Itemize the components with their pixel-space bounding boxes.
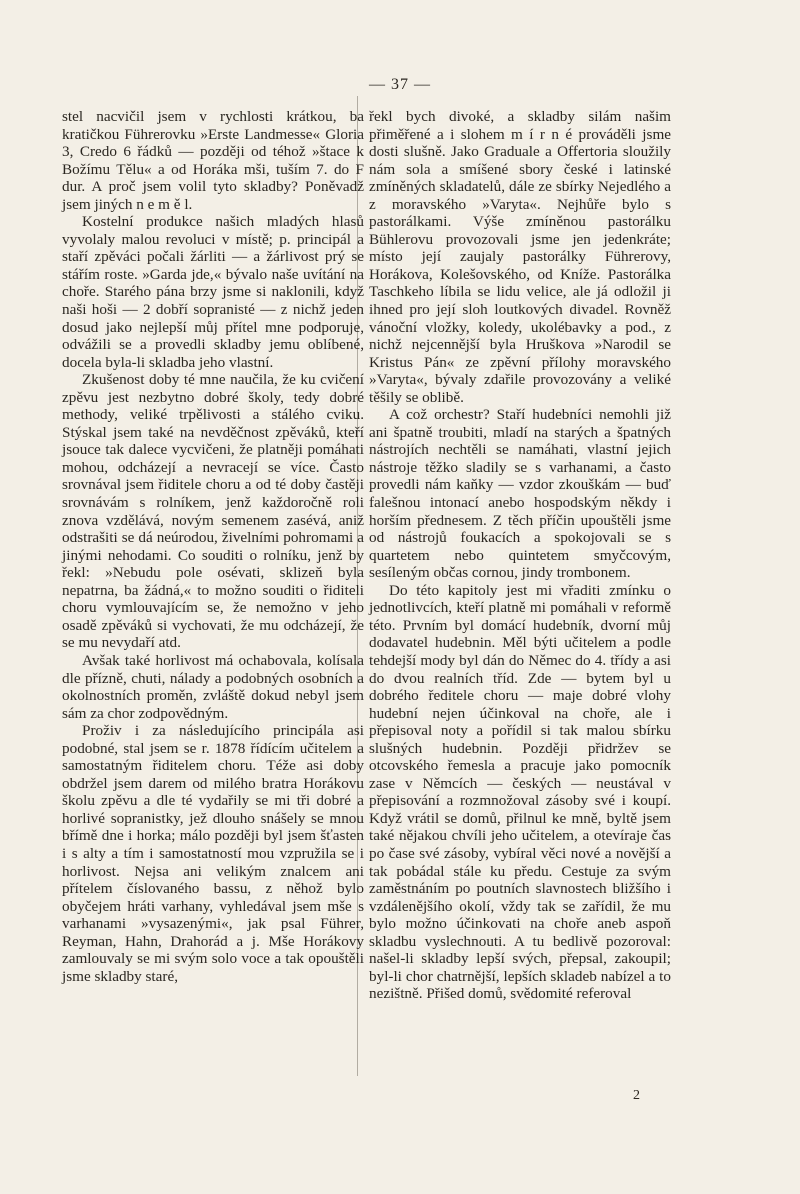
- paragraph: Do této kapitoly jest mi vřaditi zmínku o jednotlivcích, kteří platně mi pomáhali v reformě této. Prvním byl domácí hudebník, dvorní můj dodavatel hudebnin. Měl býti učitelem a podle tehdejší mody byl dán do Němec do 4. třídy a asi do dvou realních tříd. Zde — bytem byl u dobrého ředitele choru — maje dobré vlohy hudební nejen účinkoval na choře, ale i přepisoval noty a pořídil si tak malou sbírku slušných hudebnin. Později přidržev se otcovského řemesla a pracuje jako pomocník zase v Němcích — českých — neustával v přepisování a rozmnožoval zásoby své i koupí. Když vrátil se domů, přilnul ke mně, byltě jsem také nějakou chvíli jeho učitelem, a otevíraje čas po čase své zásoby, vybíral věci nové a novější a tak pobádal stále ku předu. Cestuje za svým zaměstnáním po poutních slavnostech bližšího i vzdálenějšího okolí, vždy tak se zařídil, že mu bylo možno účinkovati na choře aneb aspoň skladbu vyslechnouti. A tu bedlivě pozoroval: našel-li skladby lepší svých, přepsal, zakoupil; byl-li chor chatrnější, lepších skladeb nabízel a to nezištně. Přišed domů, svědomité referoval: [369, 581, 671, 1003]
- page-number: — 37 —: [369, 76, 431, 93]
- paragraph: Proživ i za následujícího principála asi podobné, stal jsem se r. 1878 řídícím učitelem a samostatným řiditelem choru. Téže asi doby obdržel jsem darem od milého bratra Horákovu školu zpěvu a dle té vydařily se mi tři dobré a horlivé sopranistky, jež dlouho snášely se mnou břímě dne i horka; málo později byl jsem šťasten i s alty a tím i samostatností mou vzpružila se i horlivost. Nejsa ani velikým znalcem ani přítelem číslovaného bassu, z něhož bylo obyčejem hráti varhany, vyhledával jsem mše s varhanami »vysazenými«, jak psal Führer, Reyman, Hahn, Drahorád a j. Mše Horákovy zamlouvaly se mi svým solo voce a tak opouštěli jsme skladby staré,: [62, 722, 364, 985]
- paragraph: Zkušenost doby té mne naučila, že ku cvičení zpěvu jest nezbytno dobré školy, tedy dobré methody, veliké trpělivosti a stálého cviku. Stýskal jsem také na nevděčnost zpěváků, kteří jsouce tak dalece vycvičeni, že platněji pomáhati mohou, odcházejí a nevracejí se více. Často srovnával jsem řiditele choru a od té doby častěji srovnávám s rolníkem, jenž každoročně roli znova vzdělává, novým semenem zasévá, aniž odstrašiti se dá neúrodou, živelními pohromami a jinými nehodami. Co souditi o rolníku, jenž by řekl: »Nebudu pole osévati, sklizeň byla nepatrna, ba žádná,« to možno souditi o řiditeli choru vymlouvajícím se, že nemožno v jeho osadě zpěváků si vychovati, že mu odcházejí, že se mu nevydaří atd.: [62, 371, 364, 652]
- signature-mark: 2: [633, 1088, 640, 1103]
- paragraph: řekl bych divoké, a skladby silám našim přiměřené a i slohem m í r n é prováděli jsme dosti slušně. Jako Graduale a Offertoria sloužily nám sola a smíšené sbory české i latinské zmíněných skladatelů, dále ze sbírky Nejedlého a z moravského »Varyta«. Nejhůře bylo s pastorálkami. Výše zmíněnou pastorálku Bühlerovu provozovali jsme jen jedenkráte; místo její zaujaly pastorálky Führerovy, Horákova, Kolešovského, od Kníže. Pastorálka Taschkeho líbila se lidu velice, ale já odložil ji ihned pro její sloh loutkových divadel. Rovněž vánoční vložky, koledy, ukolébavky a pod., z nichž nejcennější byla Hruškova »Narodil se Kristus Pán« ze zpěvní přílohy moravského »Varyta«, bývaly zdařile provozovány a veliké těšily se oblibě.: [369, 108, 671, 406]
- paragraph: Avšak také horlivost má ochabovala, kolísala dle přízně, chuti, nálady a podobných osobních a okolnostních proměn, zvláště dokud nebyl jsem sám za chor zodpovědným.: [62, 651, 364, 722]
- right-column: [369, 108, 671, 1003]
- paragraph: Kostelní produkce našich mladých hlasů vyvolaly malou revoluci v místě; p. principál a staří zpěváci počali žárliti — a žárlivost prý se stářím roste. »Garda jde,« bývalo naše uvítání na choře. Starého pána brzy jsme si naklonili, když naši hoši — 2 dobří sopranisté — z nichž jeden dosud jako nejlepší můj přítel mne podporuje, odvážili se a provedli skladby jemu oblíbené, docela byla-li skladba jeho vlastní.: [62, 213, 364, 371]
- left-column: [62, 108, 364, 985]
- paragraph: stel nacvičil jsem v rychlosti krátkou, ba kratičkou Führerovku »Erste Landmesse« Gloria 3, Credo 6 řádků — později od téhož »štace k Božímu Tělu« a od Horáka mši, tuším 7. do F dur. A proč jsem volil tyto skladby? Poněvadž jsem jiných n e m ě l.: [62, 108, 364, 213]
- paragraph: A což orchestr? Staří hudebníci nemohli již ani špatně troubiti, mladí na starých a špatných nástrojích nechtěli se namáhati, vlastní jejich nástroje těžko sladily se s varhanami, a často provedli nám kaňky — vzdor zkouškám — buď falešnou intonací anebo hospodským někdy i horším přednesem. Z těch příčin upouštěli jsme od nástrojů foukacích a spokojovali se s quartetem nebo quintetem smyčcovým, sesíleným občas cornou, jindy trombonem.: [369, 406, 671, 582]
